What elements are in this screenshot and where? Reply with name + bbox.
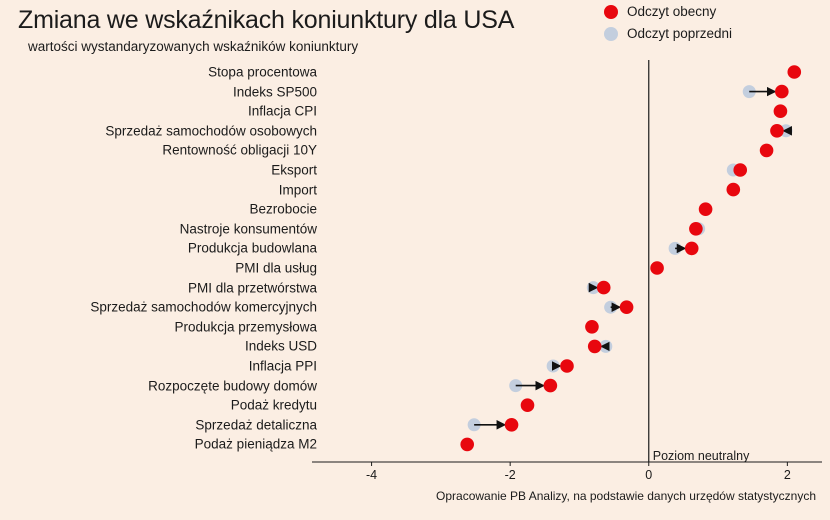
category-label: Sprzedaż samochodów komercyjnych xyxy=(90,299,317,315)
chart-legend xyxy=(604,4,732,41)
datapoint-previous xyxy=(669,242,682,255)
datapoint-current xyxy=(699,202,713,216)
datapoint-current xyxy=(521,398,535,412)
datapoint-previous xyxy=(692,222,705,235)
category-label: Produkcja przemysłowa xyxy=(174,319,317,335)
datapoint-current xyxy=(685,242,699,256)
datapoint-previous xyxy=(779,124,792,137)
datapoint-current xyxy=(650,261,664,275)
datapoint-previous xyxy=(604,301,617,314)
category-label: Nastroje konsumentów xyxy=(179,221,317,237)
category-label: Podaż pieniądza M2 xyxy=(194,436,317,452)
legend-label-current: Odczyt obecny xyxy=(627,4,717,19)
datapoint-previous xyxy=(599,340,612,353)
datapoint-current xyxy=(560,359,574,373)
category-label: Rozpoczęte budowy domów xyxy=(148,378,317,394)
datapoint-previous xyxy=(468,418,481,431)
category-label: Import xyxy=(278,182,317,198)
datapoint-current xyxy=(544,379,558,393)
x-tick-label: -4 xyxy=(366,468,378,482)
datapoint-current xyxy=(733,163,747,177)
datapoint-previous xyxy=(509,379,522,392)
datapoint-current xyxy=(727,183,741,197)
datapoint-current xyxy=(588,340,602,354)
legend-item-current xyxy=(604,4,732,19)
datapoint-current xyxy=(787,65,801,79)
category-label: Inflacja CPI xyxy=(247,103,317,119)
category-label: Inflacja PPI xyxy=(248,358,317,374)
x-tick-label: 0 xyxy=(645,468,653,482)
datapoint-current xyxy=(689,222,703,236)
category-label: Produkcja budowlana xyxy=(187,240,317,256)
datapoint-current xyxy=(770,124,784,138)
datapoint-previous xyxy=(587,281,600,294)
datapoint-current xyxy=(620,300,634,314)
datapoint-current xyxy=(774,104,788,118)
datapoint-current xyxy=(760,144,774,158)
datapoint-current xyxy=(597,281,611,295)
category-label: PMI dla usług xyxy=(235,260,317,276)
datapoint-current xyxy=(460,438,474,452)
category-label: PMI dla przetwórstwa xyxy=(187,280,317,296)
datapoint-current xyxy=(775,85,789,99)
category-label: Rentowność obligacji 10Y xyxy=(162,142,317,158)
chart-subtitle: wartości wystandaryzowanych wskaźników koniunktury xyxy=(28,39,359,54)
category-label: Stopa procentowa xyxy=(208,64,317,80)
source-note: Opracowanie PB Analizy, na podstawie danych urzędów statystycznych xyxy=(436,489,816,503)
x-tick-label: -2 xyxy=(504,468,516,482)
datapoint-current xyxy=(585,320,599,334)
datapoint-previous xyxy=(727,164,740,177)
zero-line-annotation: Poziom neutralny xyxy=(652,449,750,463)
x-tick-label: 2 xyxy=(783,468,791,482)
category-label: Podaż kredytu xyxy=(230,397,317,413)
legend-swatch-current-icon xyxy=(604,5,618,19)
category-label: Sprzedaż detaliczna xyxy=(195,417,317,433)
datapoint-previous xyxy=(547,360,560,373)
category-label: Sprzedaż samochodów osobowych xyxy=(105,123,317,139)
category-label: Eksport xyxy=(271,162,317,178)
category-axis-labels xyxy=(0,0,317,520)
datapoint-previous xyxy=(743,85,756,98)
page-title: Zmiana we wskaźnikach koniunktury dla USA xyxy=(18,6,515,34)
legend-item-previous xyxy=(604,26,732,41)
legend-swatch-previous-icon xyxy=(604,27,618,41)
category-label: Indeks SP500 xyxy=(232,84,317,100)
category-label: Bezrobocie xyxy=(249,201,317,217)
datapoint-current xyxy=(505,418,519,432)
category-label: Indeks USD xyxy=(244,338,317,354)
legend-label-previous: Odczyt poprzedni xyxy=(627,26,733,41)
